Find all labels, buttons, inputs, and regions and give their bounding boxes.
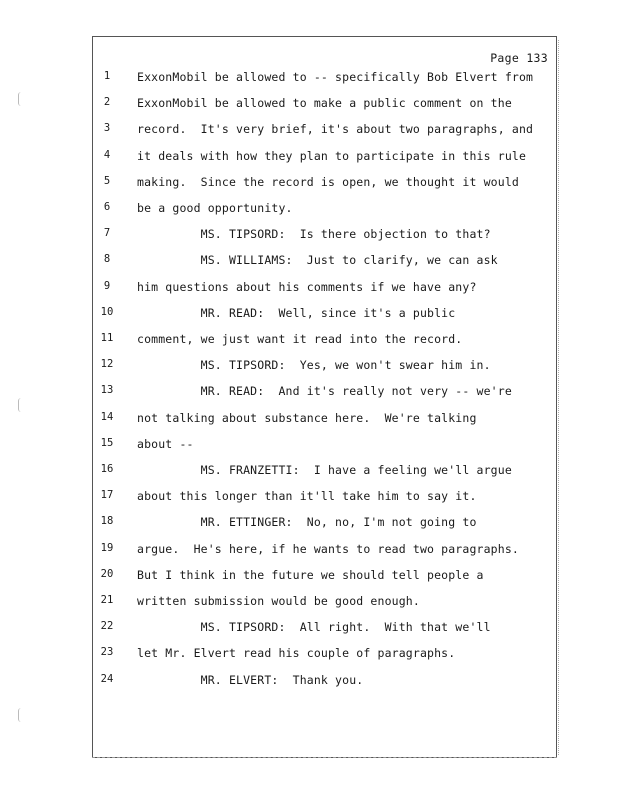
line-number: 22 [100, 620, 114, 633]
transcript-line [0, 673, 618, 693]
line-text: ExxonMobil be allowed to -- specifically Bob Elvert from [137, 70, 534, 84]
line-number: 11 [100, 332, 114, 344]
line-text: written submission would be good enough. [137, 594, 420, 608]
transcript-line [0, 332, 618, 352]
line-text: MS. WILLIAMS: Just to clarify, we can ask [137, 253, 498, 268]
transcript-line [0, 620, 618, 640]
frame-bottom-edge [92, 757, 557, 761]
transcript-line [0, 437, 618, 457]
line-number: 13 [100, 384, 114, 397]
line-text: MS. TIPSORD: Is there objection to that? [137, 227, 491, 242]
transcript-line [0, 489, 618, 509]
line-text: MR. READ: Well, since it's a public [137, 305, 456, 320]
line-number: 14 [100, 410, 114, 423]
line-number: 1 [103, 70, 111, 82]
line-text: ExxonMobil be allowed to make a public comment on the [137, 96, 512, 111]
transcript-line [0, 96, 618, 116]
line-text: comment, we just want it read into the record. [137, 332, 463, 346]
line-number: 16 [100, 463, 114, 475]
line-text: But I think in the future we should tell people a [137, 567, 484, 582]
transcript-line [0, 568, 618, 588]
line-text: be a good opportunity. [137, 201, 293, 215]
page-number: Page 133 [490, 51, 548, 65]
transcript-line [0, 227, 618, 247]
line-text: MR. ETTINGER: No, no, I'm not going to [137, 515, 477, 530]
transcript-line [0, 280, 618, 300]
line-number: 6 [103, 201, 111, 213]
transcript-line [0, 646, 618, 666]
line-number: 15 [100, 436, 114, 449]
transcript-line [0, 594, 618, 614]
transcript-line [0, 253, 618, 273]
line-text: argue. He's here, if he wants to read two paragraphs. [137, 541, 519, 556]
transcript-line [0, 201, 618, 221]
transcript-line [0, 175, 618, 195]
line-number: 10 [100, 305, 114, 318]
line-number: 18 [100, 515, 114, 528]
line-text: record. It's very brief, it's about two paragraphs, and [137, 122, 534, 137]
transcript-line [0, 70, 618, 90]
line-number: 23 [100, 646, 114, 659]
transcript-line [0, 411, 618, 431]
transcript-line [0, 122, 618, 142]
line-text: let Mr. Elvert read his couple of paragraphs. [137, 646, 456, 661]
transcript-line [0, 306, 618, 326]
line-text: him questions about his comments if we have any? [137, 279, 477, 294]
line-text: MR. ELVERT: Thank you. [137, 672, 364, 687]
line-text: MS. TIPSORD: Yes, we won't swear him in. [137, 358, 491, 373]
line-number: 20 [100, 567, 114, 580]
line-number: 17 [100, 489, 114, 502]
line-number: 3 [103, 122, 111, 135]
line-number: 21 [100, 594, 114, 606]
hole-punch-mark [18, 708, 25, 722]
line-number: 19 [100, 541, 114, 554]
transcript-line [0, 384, 618, 404]
transcript-line [0, 149, 618, 169]
line-text: MS. TIPSORD: All right. With that we'll [137, 620, 491, 635]
transcript-line [0, 358, 618, 378]
line-text: MR. READ: And it's really not very -- we're [137, 384, 512, 399]
line-number: 24 [100, 672, 114, 685]
line-text: it deals with how they plan to participate in this rule [137, 148, 527, 163]
line-number: 2 [103, 96, 111, 109]
line-number: 9 [103, 279, 111, 292]
line-text: about -- [137, 436, 194, 451]
line-text: MS. FRANZETTI: I have a feeling we'll argue [137, 463, 512, 477]
line-text: making. Since the record is open, we thought it would [137, 174, 519, 189]
line-text: not talking about substance here. We're talking [137, 410, 477, 425]
transcript-line [0, 542, 618, 562]
line-number: 7 [103, 227, 111, 240]
line-number: 8 [103, 253, 111, 266]
line-number: 12 [100, 358, 114, 371]
transcript-line [0, 463, 618, 483]
line-number: 4 [103, 148, 111, 161]
transcript-line [0, 515, 618, 535]
line-text: about this longer than it'll take him to say it. [137, 489, 477, 504]
line-number: 5 [103, 174, 111, 187]
